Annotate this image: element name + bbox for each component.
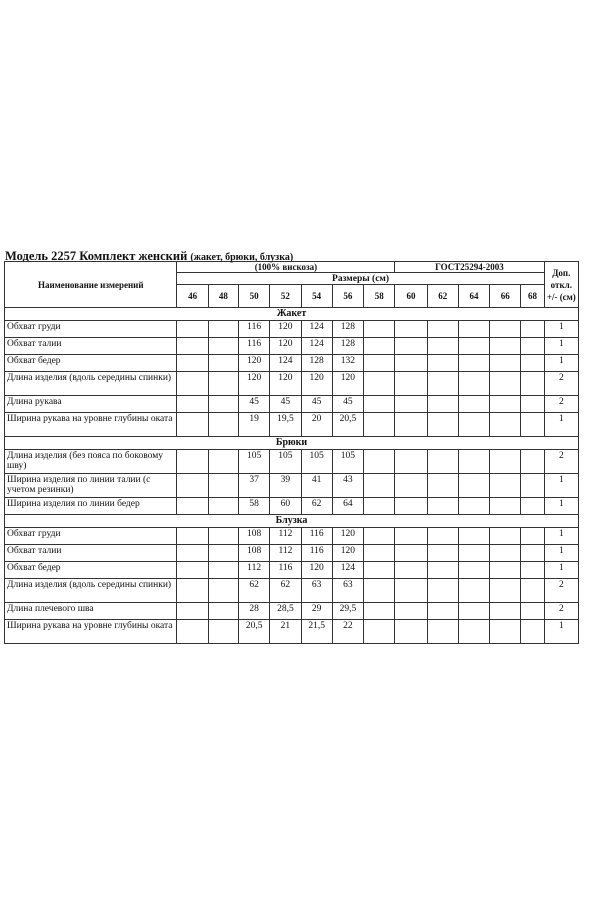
size-value-cell [208, 338, 238, 355]
size-value-cell: 28 [239, 603, 270, 620]
measurement-row [5, 620, 579, 644]
size-value-cell: 19,5 [270, 413, 301, 437]
size-value-cell: 105 [270, 450, 301, 474]
size-value-cell: 124 [301, 338, 332, 355]
section-title: Жакет [5, 308, 579, 321]
size-value-cell [521, 528, 544, 545]
size-value-cell: 116 [239, 321, 270, 338]
size-value-cell [364, 321, 395, 338]
size-value-cell: 45 [270, 396, 301, 413]
size-value-cell: 124 [301, 321, 332, 338]
size-value-cell [458, 321, 489, 338]
size-value-cell [208, 620, 238, 644]
tolerance-cell: 1 [544, 355, 578, 372]
header-fabric-note: (100% вискоза) [177, 262, 395, 273]
size-value-cell [458, 603, 489, 620]
size-value-cell: 105 [332, 450, 363, 474]
size-header-cell: 52 [270, 285, 301, 308]
size-value-cell [395, 620, 427, 644]
size-value-cell: 29 [301, 603, 332, 620]
size-header-cell: 58 [364, 285, 395, 308]
size-value-cell [364, 355, 395, 372]
size-value-cell: 116 [301, 528, 332, 545]
size-value-cell: 62 [270, 579, 301, 603]
measurement-row [5, 338, 579, 355]
size-value-cell [364, 338, 395, 355]
measurement-row [5, 372, 579, 396]
size-value-cell: 124 [270, 355, 301, 372]
section-header-row [5, 515, 579, 528]
size-value-cell [521, 413, 544, 437]
size-value-cell [427, 545, 458, 562]
size-value-cell [177, 355, 208, 372]
measurement-row [5, 579, 579, 603]
size-value-cell [364, 603, 395, 620]
size-value-cell: 60 [270, 498, 301, 515]
size-value-cell [521, 396, 544, 413]
size-value-cell: 120 [332, 372, 363, 396]
section-title: Блузка [5, 515, 579, 528]
size-value-cell [177, 372, 208, 396]
tolerance-cell: 1 [544, 498, 578, 515]
size-value-cell: 120 [270, 321, 301, 338]
size-header-cell: 54 [301, 285, 332, 308]
size-value-cell [458, 620, 489, 644]
size-value-cell [208, 450, 238, 474]
measurement-row [5, 413, 579, 437]
size-value-cell [208, 498, 238, 515]
size-value-cell [364, 562, 395, 579]
tolerance-cell: 1 [544, 474, 578, 498]
measurement-name: Длина изделия (без пояса по боковому шву) [5, 450, 177, 474]
tolerance-cell: 2 [544, 396, 578, 413]
tolerance-cell: 1 [544, 545, 578, 562]
size-value-cell [427, 355, 458, 372]
size-value-cell [427, 450, 458, 474]
size-value-cell [521, 545, 544, 562]
size-value-cell [521, 372, 544, 396]
size-value-cell [395, 528, 427, 545]
size-header-cell: 62 [427, 285, 458, 308]
size-value-cell [208, 545, 238, 562]
tolerance-cell: 1 [544, 562, 578, 579]
size-value-cell: 20,5 [332, 413, 363, 437]
size-value-cell [208, 372, 238, 396]
size-value-cell [395, 396, 427, 413]
size-value-cell: 41 [301, 474, 332, 498]
size-value-cell [521, 579, 544, 603]
tolerance-cell: 2 [544, 372, 578, 396]
size-value-cell: 62 [239, 579, 270, 603]
size-value-cell [364, 545, 395, 562]
size-value-cell [177, 396, 208, 413]
size-value-cell [208, 474, 238, 498]
size-value-cell: 20 [301, 413, 332, 437]
measurement-row [5, 498, 579, 515]
size-value-cell: 21 [270, 620, 301, 644]
size-value-cell: 128 [332, 321, 363, 338]
measurement-row [5, 321, 579, 338]
size-header-cell: 66 [490, 285, 521, 308]
size-value-cell: 108 [239, 545, 270, 562]
size-value-cell [521, 338, 544, 355]
measurement-row [5, 545, 579, 562]
size-value-cell [490, 338, 521, 355]
size-value-cell: 120 [270, 338, 301, 355]
size-value-cell [177, 498, 208, 515]
size-value-cell [395, 545, 427, 562]
size-value-cell [177, 321, 208, 338]
size-value-cell [208, 355, 238, 372]
size-value-cell [490, 603, 521, 620]
size-header-cell: 68 [521, 285, 544, 308]
size-value-cell [490, 562, 521, 579]
size-value-cell: 112 [239, 562, 270, 579]
size-value-cell [521, 474, 544, 498]
size-value-cell [490, 413, 521, 437]
size-value-cell [395, 562, 427, 579]
size-value-cell [490, 528, 521, 545]
measurement-row [5, 603, 579, 620]
size-value-cell [364, 498, 395, 515]
size-value-cell: 29,5 [332, 603, 363, 620]
tolerance-cell: 2 [544, 450, 578, 474]
tolerance-cell: 1 [544, 338, 578, 355]
size-value-cell [177, 338, 208, 355]
model-title: Модель 2257 Комплект женский [5, 249, 188, 263]
size-value-cell [521, 562, 544, 579]
size-value-cell: 64 [332, 498, 363, 515]
size-value-cell [521, 603, 544, 620]
size-header-cell: 46 [177, 285, 208, 308]
size-value-cell [521, 498, 544, 515]
size-header-cell: 60 [395, 285, 427, 308]
size-header-cell: 64 [458, 285, 489, 308]
size-value-cell [490, 498, 521, 515]
size-value-cell [427, 372, 458, 396]
header-row-notes [5, 262, 579, 273]
size-value-cell [490, 321, 521, 338]
size-value-cell: 39 [270, 474, 301, 498]
size-value-cell [395, 450, 427, 474]
size-value-cell [458, 338, 489, 355]
tolerance-cell: 1 [544, 528, 578, 545]
size-value-cell [427, 620, 458, 644]
size-value-cell: 20,5 [239, 620, 270, 644]
measurement-name: Обхват талии [5, 338, 177, 355]
size-chart-table [4, 261, 579, 644]
measurement-row [5, 528, 579, 545]
size-value-cell: 43 [332, 474, 363, 498]
size-value-cell [521, 321, 544, 338]
measurement-name: Длина рукава [5, 396, 177, 413]
size-value-cell [177, 620, 208, 644]
measurement-row [5, 450, 579, 474]
size-value-cell: 105 [301, 450, 332, 474]
size-value-cell [364, 413, 395, 437]
section-title: Брюки [5, 437, 579, 450]
size-value-cell [458, 450, 489, 474]
size-value-cell: 116 [270, 562, 301, 579]
size-value-cell: 63 [301, 579, 332, 603]
size-value-cell: 58 [239, 498, 270, 515]
size-value-cell: 45 [301, 396, 332, 413]
measurement-name: Ширина рукава на уровне глубины оката [5, 413, 177, 437]
size-value-cell [490, 545, 521, 562]
size-value-cell: 28,5 [270, 603, 301, 620]
size-value-cell [427, 338, 458, 355]
size-value-cell: 120 [270, 372, 301, 396]
size-value-cell [208, 528, 238, 545]
measurement-row [5, 355, 579, 372]
size-value-cell: 120 [332, 545, 363, 562]
size-value-cell: 116 [239, 338, 270, 355]
size-value-cell [395, 413, 427, 437]
size-value-cell [395, 474, 427, 498]
size-value-cell: 128 [332, 338, 363, 355]
size-header-cell: 48 [208, 285, 238, 308]
tolerance-cell: 1 [544, 413, 578, 437]
size-value-cell [395, 372, 427, 396]
size-value-cell [458, 579, 489, 603]
size-value-cell: 132 [332, 355, 363, 372]
size-value-cell: 120 [332, 528, 363, 545]
size-value-cell [458, 528, 489, 545]
size-value-cell: 120 [301, 372, 332, 396]
measurement-name: Длина плечевого шва [5, 603, 177, 620]
size-value-cell [177, 450, 208, 474]
measurement-name: Ширина рукава на уровне глубины оката [5, 620, 177, 644]
size-value-cell [458, 474, 489, 498]
size-value-cell: 37 [239, 474, 270, 498]
size-value-cell: 120 [239, 372, 270, 396]
size-value-cell [458, 498, 489, 515]
size-value-cell [458, 396, 489, 413]
size-value-cell [521, 355, 544, 372]
size-value-cell [208, 396, 238, 413]
size-value-cell: 21,5 [301, 620, 332, 644]
size-value-cell: 105 [239, 450, 270, 474]
size-value-cell [427, 413, 458, 437]
size-value-cell [364, 372, 395, 396]
size-value-cell [364, 450, 395, 474]
size-value-cell [364, 474, 395, 498]
size-value-cell: 116 [301, 545, 332, 562]
size-value-cell [395, 338, 427, 355]
size-value-cell: 45 [239, 396, 270, 413]
model-subtitle: (жакет, брюки, блузка) [190, 252, 294, 263]
size-value-cell: 112 [270, 545, 301, 562]
measurement-name: Обхват груди [5, 528, 177, 545]
size-value-cell [364, 396, 395, 413]
measurement-name: Ширина изделия по линии бедер [5, 498, 177, 515]
measurement-name: Длина изделия (вдоль середины спинки) [5, 372, 177, 396]
size-value-cell [490, 372, 521, 396]
header-gost-note: ГОСТ25294-2003 [395, 262, 544, 273]
size-value-cell [177, 562, 208, 579]
size-value-cell [427, 603, 458, 620]
size-value-cell: 124 [332, 562, 363, 579]
size-value-cell: 62 [301, 498, 332, 515]
size-value-cell [427, 474, 458, 498]
tolerance-cell: 2 [544, 579, 578, 603]
size-value-cell [364, 620, 395, 644]
measurement-name: Обхват бедер [5, 355, 177, 372]
measurement-name: Ширина изделия по линии талии (с учетом резинки) [5, 474, 177, 498]
size-value-cell: 19 [239, 413, 270, 437]
size-value-cell: 22 [332, 620, 363, 644]
size-value-cell [427, 321, 458, 338]
tolerance-cell: 2 [544, 603, 578, 620]
size-header-cell: 50 [239, 285, 270, 308]
section-header-row [5, 308, 579, 321]
header-measure-name: Наименование измерений [5, 262, 177, 308]
size-value-cell [458, 562, 489, 579]
size-value-cell [427, 396, 458, 413]
size-value-cell [208, 562, 238, 579]
measurement-name: Обхват бедер [5, 562, 177, 579]
header-tolerance: Доп. откл. +/- (см) [544, 262, 578, 308]
measurement-name: Обхват груди [5, 321, 177, 338]
measurement-name: Обхват талии [5, 545, 177, 562]
header-sizes-label: Размеры (см) [177, 273, 544, 285]
measurement-row [5, 396, 579, 413]
size-value-cell [521, 620, 544, 644]
size-value-cell [490, 474, 521, 498]
size-value-cell [490, 620, 521, 644]
size-value-cell [458, 355, 489, 372]
size-value-cell [395, 498, 427, 515]
size-value-cell [427, 498, 458, 515]
size-value-cell [177, 545, 208, 562]
size-value-cell [364, 528, 395, 545]
size-value-cell [395, 321, 427, 338]
size-value-cell [208, 413, 238, 437]
size-value-cell [490, 355, 521, 372]
measurement-row [5, 562, 579, 579]
size-value-cell: 128 [301, 355, 332, 372]
size-value-cell: 120 [301, 562, 332, 579]
size-value-cell [177, 603, 208, 620]
size-value-cell [490, 450, 521, 474]
size-value-cell [395, 579, 427, 603]
size-value-cell: 120 [239, 355, 270, 372]
size-value-cell [490, 579, 521, 603]
size-value-cell: 108 [239, 528, 270, 545]
size-value-cell [208, 321, 238, 338]
size-value-cell [427, 528, 458, 545]
size-value-cell: 63 [332, 579, 363, 603]
size-value-cell [208, 579, 238, 603]
size-value-cell [521, 450, 544, 474]
measurement-name: Длина изделия (вдоль середины спинки) [5, 579, 177, 603]
size-value-cell [177, 474, 208, 498]
size-value-cell [395, 603, 427, 620]
size-header-cell: 56 [332, 285, 363, 308]
size-value-cell [427, 579, 458, 603]
size-value-cell [364, 579, 395, 603]
size-value-cell [458, 545, 489, 562]
size-value-cell [458, 372, 489, 396]
measurement-row [5, 474, 579, 498]
size-value-cell: 112 [270, 528, 301, 545]
size-value-cell [177, 528, 208, 545]
size-value-cell [458, 413, 489, 437]
size-value-cell [177, 579, 208, 603]
size-value-cell [427, 562, 458, 579]
size-value-cell [490, 396, 521, 413]
size-value-cell [208, 603, 238, 620]
size-value-cell [177, 413, 208, 437]
section-header-row [5, 437, 579, 450]
tolerance-cell: 1 [544, 620, 578, 644]
size-value-cell [395, 355, 427, 372]
size-value-cell: 45 [332, 396, 363, 413]
tolerance-cell: 1 [544, 321, 578, 338]
